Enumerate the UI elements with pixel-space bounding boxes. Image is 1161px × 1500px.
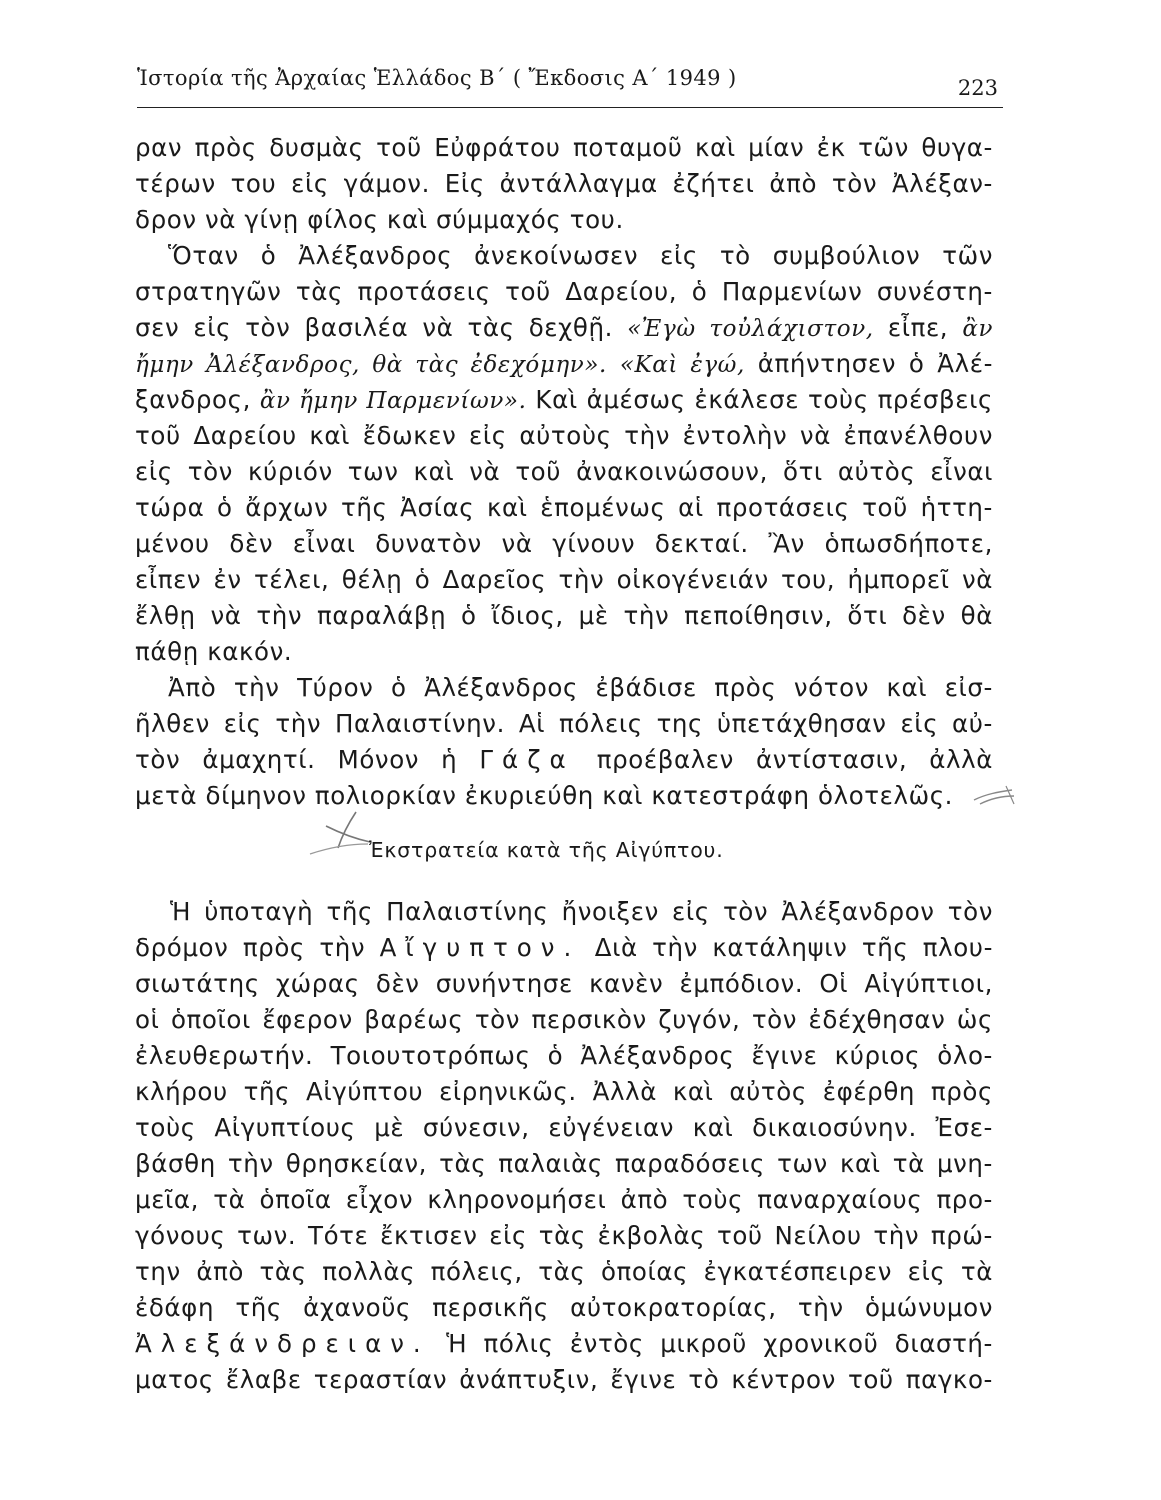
- quote-span: «Ἐγὼ τοὐλάχιστον,: [627, 316, 874, 342]
- text-line: μετὰ δίμηνον πολιορκίαν ἐκυριεύθη καὶ κατεστράφη ὁλοτελῶς.: [135, 781, 954, 810]
- quote-span: ἂν ἤμην Παρμενίων».: [259, 388, 527, 414]
- text-line: [135, 382, 993, 418]
- text-line: ραν πρὸς δυσμὰς τοῦ Εὐφράτου ποταμοῦ καὶ μίαν ἐκ τῶν θυγα-: [135, 133, 993, 162]
- spaced-name: Ἀλεξάνδρειαν.: [135, 1329, 430, 1358]
- text-line: εἶπεν ἐν τέλει, θέλῃ ὁ Δαρεῖος τὴν οἰκογένειάν του, ἠμπορεῖ νὰ: [135, 565, 993, 594]
- page-number: 223: [957, 76, 998, 100]
- text-line: κλήρου τῆς Αἰγύπτου εἰρηνικῶς. Ἀλλὰ καὶ αὐτὸς ἐφέρθη πρὸς: [135, 1077, 993, 1106]
- pencil-mark-icon: [972, 782, 1018, 808]
- header-rule: [137, 107, 1003, 108]
- text-span: Ἡ πόλις ἐντὸς μικροῦ χρονικοῦ διαστή-: [446, 1329, 994, 1358]
- text-line: σιωτάτης χώρας δὲν συνήντησε κανὲν ἐμπόδιον. Οἱ Αἰγύπτιοι,: [135, 969, 993, 998]
- text-line: ῆλθεν εἰς τὴν Παλαιστίνην. Αἱ πόλεις της ὑπετάχθησαν εἰς αὐ-: [135, 709, 993, 738]
- text-line: ἔλθῃ νὰ τὴν παραλάβῃ ὁ ἴδιος, μὲ τὴν πεποίθησιν, ὅτι δὲν θὰ: [135, 601, 993, 630]
- text-line: Ἡ ὑποταγὴ τῆς Παλαιστίνης ἤνοιξεν εἰς τὸν Ἀλέξανδρον τὸν: [170, 897, 993, 926]
- text-line: πάθῃ κακόν.: [135, 637, 293, 666]
- text-line: ἐλευθερωτήν. Τοιουτοτρόπως ὁ Ἀλέξανδρος ἔγινε κύριος ὁλο-: [135, 1041, 993, 1070]
- text-line: βάσθη τὴν θρησκείαν, τὰς παλαιὰς παραδόσεις των καὶ τὰ μνη-: [135, 1149, 993, 1178]
- text-line: ματος ἔλαβε τεραστίαν ἀνάπτυξιν, ἔγινε τὸ κέντρον τοῦ παγκο-: [135, 1365, 993, 1394]
- text-span: προέβαλεν ἀντίστασιν, ἀλλὰ: [596, 745, 993, 774]
- text-line: Ὅταν ὁ Ἀλέξανδρος ἀνεκοίνωσεν εἰς τὸ συμβούλιον τῶν: [168, 241, 993, 270]
- text-line: [135, 930, 993, 966]
- text-line: [135, 1326, 993, 1362]
- text-span: σεν εἰς τὸν βασιλέα νὰ τὰς δεχθῇ.: [135, 313, 613, 342]
- spaced-name: Αἴγυπτον.: [379, 933, 581, 962]
- quote-span: «Καὶ ἐγώ,: [619, 352, 745, 378]
- text-line: τέρων του εἰς γάμον. Εἰς ἀντάλλαγμα ἐζήτει ἀπὸ τὸν Ἀλέξαν-: [135, 169, 993, 198]
- text-span: τὸν ἀμαχητί. Μόνον ἡ: [135, 745, 458, 774]
- text-line: οἱ ὁποῖοι ἔφερον βαρέως τὸν περσικὸν ζυγόν, τὸν ἐδέχθησαν ὡς: [135, 1005, 993, 1034]
- quote-span: ἤμην Ἀλέξανδρος, θὰ τὰς ἐδεχόμην».: [135, 352, 607, 378]
- text-line: την ἀπὸ τὰς πολλὰς πόλεις, τὰς ὁποίας ἐγκατέσπειρεν εἰς τὰ: [135, 1257, 993, 1286]
- text-line: τοὺς Αἰγυπτίους μὲ σύνεσιν, εὐγένειαν καὶ δικαιοσύνην. Ἐσε-: [135, 1113, 993, 1142]
- text-line: μένου δὲν εἶναι δυνατὸν νὰ γίνουν δεκταί. Ἂν ὁπωσδήποτε,: [135, 529, 993, 558]
- text-line: Ἀπὸ τὴν Τύρον ὁ Ἀλέξανδρος ἐβάδισε πρὸς νότον καὶ εἰσ-: [168, 673, 993, 702]
- text-line: στρατηγῶν τὰς προτάσεις τοῦ Δαρείου, ὁ Παρμενίων συνέστη-: [135, 277, 993, 306]
- text-span: ἀπήντησεν ὁ Ἀλέ-: [757, 349, 994, 378]
- text-line: τώρα ὁ ἄρχων τῆς Ἀσίας καὶ ἑπομένως αἱ προτάσεις τοῦ ἡττη-: [135, 493, 993, 522]
- text-line: [135, 346, 993, 382]
- text-span: εἶπε,: [887, 313, 949, 342]
- section-heading: Ἐκστρατεία κατὰ τῆς Αἰγύπτου.: [369, 838, 724, 862]
- text-line: [135, 742, 993, 778]
- text-span: Καὶ ἀμέσως ἐκάλεσε τοὺς πρέσβεις: [535, 385, 993, 414]
- header-title: Ἱστορία τῆς Ἀρχαίας Ἑλλάδος Β΄ ( Ἔκδοσις Α΄ 1949 ): [137, 66, 737, 90]
- text-line: δρον νὰ γίνῃ φίλος καὶ σύμμαχός του.: [135, 205, 624, 234]
- text-span: Διὰ τὴν κατάληψιν τῆς πλου-: [594, 933, 994, 962]
- text-line: ἐδάφη τῆς ἀχανοῦς περσικῆς αὐτοκρατορίας, τὴν ὁμώνυμον: [135, 1293, 993, 1322]
- text-span: δρόμον πρὸς τὴν: [135, 933, 366, 962]
- text-line: γόνους των. Τότε ἔκτισεν εἰς τὰς ἐκβολὰς τοῦ Νείλου τὴν πρώ-: [135, 1221, 993, 1250]
- text-line: μεῖα, τὰ ὁποῖα εἶχον κληρονομήσει ἀπὸ τοὺς παναρχαίους προ-: [135, 1185, 993, 1214]
- text-line: εἰς τὸν κύριόν των καὶ νὰ τοῦ ἀνακοινώσουν, ὅτι αὐτὸς εἶναι: [135, 457, 993, 486]
- text-line: τοῦ Δαρείου καὶ ἔδωκεν εἰς αὐτοὺς τὴν ἐντολὴν νὰ ἐπανέλθουν: [135, 421, 993, 450]
- spaced-name: Γάζα: [479, 745, 575, 774]
- quote-span: ἂν: [962, 316, 994, 342]
- running-header: [137, 66, 1001, 106]
- text-line: [135, 310, 993, 346]
- text-span: ξανδρος,: [135, 385, 251, 414]
- pencil-mark-icon: [308, 808, 372, 858]
